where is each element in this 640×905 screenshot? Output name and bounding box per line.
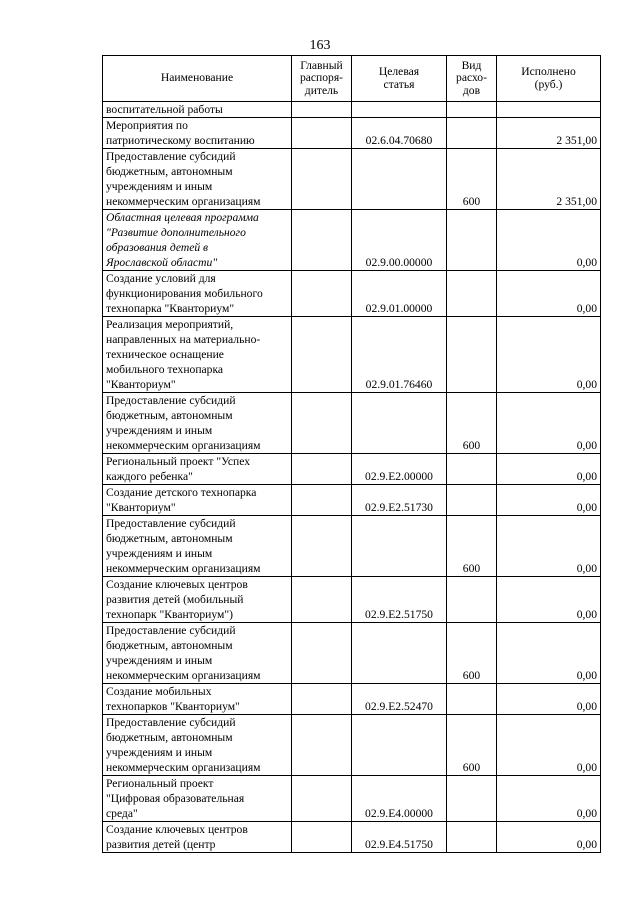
- header-type-text: Вид расхо- дов: [456, 58, 487, 97]
- cell-code: 02.9.E2.00000: [352, 454, 447, 485]
- table-row: [103, 776, 601, 822]
- cell-code: [352, 149, 447, 210]
- cell-type: [447, 822, 497, 853]
- cell-amount: 2 351,00: [497, 118, 601, 149]
- table-row: [103, 715, 601, 776]
- cell-name: Предоставление субсидий бюджетным, автономным учреждениям и иным некоммерческим организациям: [103, 149, 292, 210]
- cell-amount: 0,00: [497, 776, 601, 822]
- cell-admin: [292, 776, 352, 822]
- cell-admin: [292, 118, 352, 149]
- cell-amount: 0,00: [497, 454, 601, 485]
- cell-name: Реализация мероприятий, направленных на материально- техническое оснащение мобильного технопарка "Кванториум": [103, 317, 292, 393]
- table-row: [103, 271, 601, 317]
- cell-amount: 0,00: [497, 485, 601, 516]
- table-row: [103, 485, 601, 516]
- cell-code: 02.9.E4.51750: [352, 822, 447, 853]
- header-name-text: Наименование: [160, 71, 234, 85]
- cell-type: [447, 210, 497, 271]
- cell-code: 02.9.01.00000: [352, 271, 447, 317]
- table-row: [103, 210, 601, 271]
- cell-name: Создание ключевых центров развития детей (центр: [103, 822, 292, 853]
- cell-amount: 0,00: [497, 393, 601, 454]
- cell-name: воспитательной работы: [103, 102, 292, 118]
- cell-admin: [292, 149, 352, 210]
- cell-code: 02.9.E2.51750: [352, 577, 447, 623]
- cell-name: Областная целевая программа "Развитие дополнительного образования детей в Ярославской области": [103, 210, 292, 271]
- cell-code: 02.9.00.00000: [352, 210, 447, 271]
- cell-code: 02.9.E4.00000: [352, 776, 447, 822]
- cell-admin: [292, 317, 352, 393]
- cell-code: [352, 102, 447, 118]
- header-admin-text: Главный распоря- дитель: [299, 58, 344, 97]
- cell-amount: 0,00: [497, 822, 601, 853]
- cell-admin: [292, 102, 352, 118]
- cell-name: Создание условий для функционирования мобильного технопарка "Кванториум": [103, 271, 292, 317]
- cell-name: Мероприятия по патриотическому воспитанию: [103, 118, 292, 149]
- header-amount: [497, 56, 601, 102]
- cell-type: 600: [447, 516, 497, 577]
- cell-admin: [292, 516, 352, 577]
- cell-type: [447, 118, 497, 149]
- table-row: [103, 393, 601, 454]
- cell-name: Предоставление субсидий бюджетным, автономным учреждениям и иным некоммерческим организациям: [103, 623, 292, 684]
- cell-name: Создание детского технопарка "Кванториум": [103, 485, 292, 516]
- cell-admin: [292, 393, 352, 454]
- table-row: [103, 822, 601, 853]
- table-header-row: [103, 56, 601, 102]
- cell-name: Создание ключевых центров развития детей (мобильный технопарк "Кванториум"): [103, 577, 292, 623]
- cell-type: [447, 317, 497, 393]
- cell-type: [447, 776, 497, 822]
- table-row: [103, 577, 601, 623]
- cell-type: [447, 485, 497, 516]
- header-amount-text: Исполнено (руб.): [521, 65, 576, 91]
- header-admin: [292, 56, 352, 102]
- cell-name: Региональный проект "Успех каждого ребенка": [103, 454, 292, 485]
- table-row: [103, 516, 601, 577]
- cell-amount: 0,00: [497, 715, 601, 776]
- cell-type: 600: [447, 623, 497, 684]
- cell-code: [352, 715, 447, 776]
- cell-admin: [292, 271, 352, 317]
- cell-name: Региональный проект "Цифровая образовательная среда": [103, 776, 292, 822]
- cell-code: 02.9.E2.51730: [352, 485, 447, 516]
- cell-type: [447, 102, 497, 118]
- cell-admin: [292, 210, 352, 271]
- table-row: [103, 149, 601, 210]
- cell-admin: [292, 822, 352, 853]
- cell-admin: [292, 715, 352, 776]
- cell-type: [447, 454, 497, 485]
- cell-code: 02.9.E2.52470: [352, 684, 447, 715]
- cell-type: [447, 684, 497, 715]
- cell-amount: 0,00: [497, 516, 601, 577]
- cell-admin: [292, 485, 352, 516]
- cell-admin: [292, 623, 352, 684]
- cell-code: [352, 623, 447, 684]
- cell-name: Создание мобильных технопарков "Кванториум": [103, 684, 292, 715]
- table-row: [103, 102, 601, 118]
- cell-type: 600: [447, 149, 497, 210]
- budget-execution-table: [102, 55, 601, 853]
- header-name: [103, 56, 292, 102]
- cell-amount: 0,00: [497, 271, 601, 317]
- table-body: [103, 102, 601, 853]
- cell-admin: [292, 454, 352, 485]
- cell-amount: 0,00: [497, 684, 601, 715]
- header-code-text: Целевая статья: [378, 65, 420, 91]
- cell-admin: [292, 577, 352, 623]
- table-row: [103, 317, 601, 393]
- cell-admin: [292, 684, 352, 715]
- cell-code: [352, 516, 447, 577]
- cell-amount: [497, 102, 601, 118]
- cell-amount: 0,00: [497, 317, 601, 393]
- cell-name: Предоставление субсидий бюджетным, автономным учреждениям и иным некоммерческим организациям: [103, 393, 292, 454]
- page-number: 163: [309, 38, 331, 53]
- cell-amount: 0,00: [497, 623, 601, 684]
- cell-code: [352, 393, 447, 454]
- cell-code: 02.6.04.70680: [352, 118, 447, 149]
- cell-type: [447, 271, 497, 317]
- table-row: [103, 118, 601, 149]
- cell-type: 600: [447, 393, 497, 454]
- cell-amount: 0,00: [497, 210, 601, 271]
- cell-amount: 0,00: [497, 577, 601, 623]
- cell-type: [447, 577, 497, 623]
- cell-code: 02.9.01.76460: [352, 317, 447, 393]
- cell-name: Предоставление субсидий бюджетным, автономным учреждениям и иным некоммерческим организациям: [103, 516, 292, 577]
- cell-amount: 2 351,00: [497, 149, 601, 210]
- cell-name: Предоставление субсидий бюджетным, автономным учреждениям и иным некоммерческим организациям: [103, 715, 292, 776]
- table-row: [103, 454, 601, 485]
- header-code: [352, 56, 447, 102]
- cell-type: 600: [447, 715, 497, 776]
- header-type: [447, 56, 497, 102]
- table-row: [103, 684, 601, 715]
- table-row: [103, 623, 601, 684]
